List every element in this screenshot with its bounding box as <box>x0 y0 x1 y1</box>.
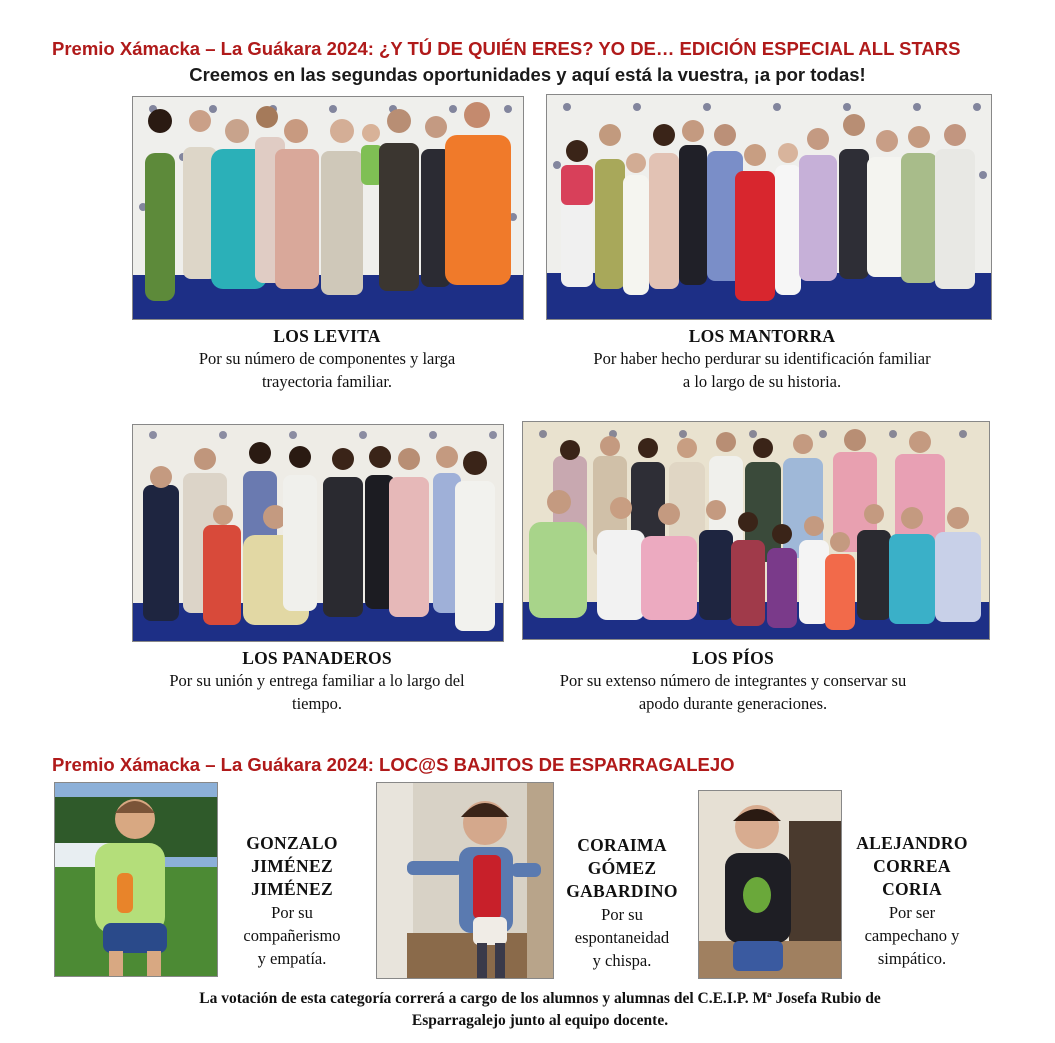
kid-name-line: GONZALO <box>246 833 338 853</box>
family-description: Por haber hecho perdurar su identificación familiar <box>593 349 931 368</box>
kid-description-line: Por su <box>271 903 313 922</box>
kid-name-line: JIMÉNEZ <box>251 879 333 899</box>
voting-note-line: Esparragalejo junto al equipo docente. <box>411 1012 669 1029</box>
family-name: LOS PÍOS <box>692 648 774 668</box>
kid-name-line: CORIA <box>882 879 942 899</box>
section-subheading: Creemos en las segundas oportunidades y aquí está la vuestra, ¡a por todas! <box>189 64 866 85</box>
kid-card-gonzalo <box>224 832 360 970</box>
family-name: LOS LEVITA <box>273 326 381 346</box>
kid-description-line: y chispa. <box>592 951 652 970</box>
section-heading-locos-bajitos: Premio Xámacka – La Guákara 2024: LOC@S BAJITOS DE ESPARRAGALEJO <box>52 754 735 775</box>
section-heading-all-stars: Premio Xámacka – La Guákara 2024: ¿Y TÚ DE QUIÉN ERES? YO DE… EDICIÓN ESPECIAL ALL STARS <box>52 38 961 59</box>
kid-name-line: GABARDINO <box>566 881 678 901</box>
kid-card-alejandro <box>844 832 980 970</box>
photo-los-panaderos <box>132 424 504 642</box>
family-description: Por su número de componentes y larga <box>198 349 456 368</box>
photo-los-levita <box>132 96 524 320</box>
kid-name-line: ALEJANDRO <box>856 833 968 853</box>
kid-description-line: campechano y <box>864 926 960 945</box>
kid-card-coraima <box>554 834 690 972</box>
photo-gonzalo <box>54 782 218 977</box>
kid-name-line: CORREA <box>873 856 951 876</box>
caption-los-levita <box>132 326 522 393</box>
kid-description-line: espontaneidad <box>574 928 670 947</box>
photo-coraima <box>376 782 554 979</box>
caption-los-pios <box>500 648 966 715</box>
kid-description-line: simpático. <box>877 949 947 968</box>
kid-name-line: GÓMEZ <box>587 858 657 878</box>
family-description: tiempo. <box>292 694 342 713</box>
photo-los-pios <box>522 421 990 640</box>
caption-los-panaderos <box>132 648 502 715</box>
kid-description-line: Por su <box>601 905 643 924</box>
caption-los-mantorra <box>540 326 984 393</box>
voting-note-line: La votación de esta categoría correrá a cargo de los alumnos y alumnas del C.E.I.P. Mª Josefa Rubio de <box>199 990 881 1007</box>
family-name: LOS PANADEROS <box>242 648 392 668</box>
family-description: Por su extenso número de integrantes y conservar su <box>559 671 907 690</box>
photo-los-mantorra <box>546 94 992 320</box>
family-description: apodo durante generaciones. <box>638 694 828 713</box>
family-description: a lo largo de su historia. <box>682 372 842 391</box>
kid-description-line: Por ser <box>888 903 936 922</box>
kid-description-line: compañerismo <box>243 926 341 945</box>
family-description: Por su unión y entrega familiar a lo largo del <box>169 671 465 690</box>
family-name: LOS MANTORRA <box>688 326 836 346</box>
kid-description-line: y empatía. <box>257 949 327 968</box>
family-description: trayectoria familiar. <box>261 372 393 391</box>
voting-note <box>60 988 1020 1032</box>
kid-name-line: JIMÉNEZ <box>251 856 333 876</box>
kid-name-line: CORAIMA <box>577 835 667 855</box>
photo-alejandro <box>698 790 842 979</box>
